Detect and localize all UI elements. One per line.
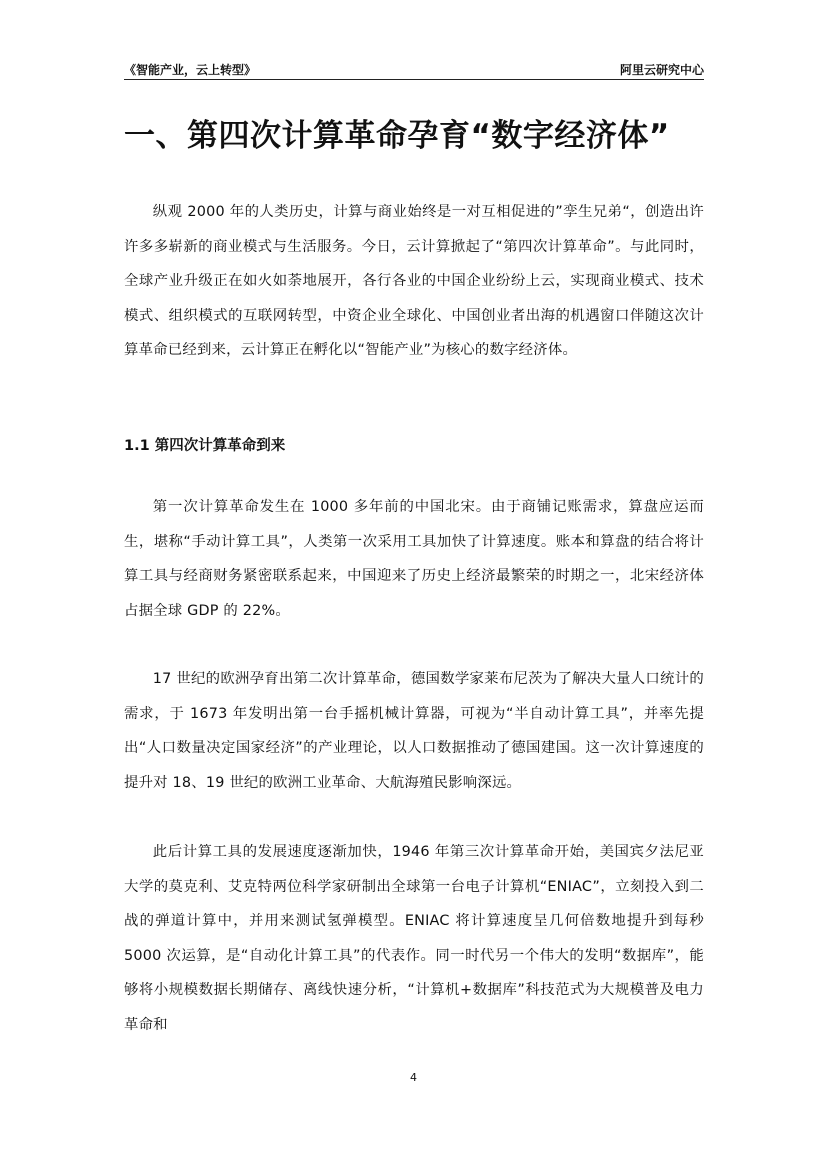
section-heading: 1.1 第四次计算革命到来 (124, 438, 286, 454)
body-paragraph-2: 17 世纪的欧洲孕育出第二次计算革命，德国数学家莱布尼茨为了解决大量人口统计的需求，于 1673 年发明出第一台手摇机械计算器，可视为“半自动计算工具”，并率先提出“人口数量决定国家经济”的产业理论，以人口数据推动了德国建国。这一次计算速度的提升对 18、19 世纪的欧洲工业革命、大航海殖民影响深远。 (124, 671, 704, 791)
page-number: 4 (410, 1071, 417, 1084)
header-divider (124, 79, 704, 80)
body-paragraph-3: 此后计算工具的发展速度逐渐加快，1946 年第三次计算革命开始，美国宾夕法尼亚大学的莫克利、艾克特两位科学家研制出全球第一台电子计算机“ENIAC”，立刻投入到二战的弹道计算中，并用来测试氢弹模型。ENIAC 将计算速度呈几何倍数地提升到每秒 5000 次运算，是“自动化计算工具”的代表作。同一时代另一个伟大的发明“数据库”，能够将小规模数据长期储存、离线快速分析，“计算机+数据库”科技范式为大规模普及电力革命和 (124, 844, 704, 1033)
body-paragraph-1: 第一次计算革命发生在 1000 多年前的中国北宋。由于商铺记账需求，算盘应运而生，堪称“手动计算工具”，人类第一次采用工具加快了计算速度。账本和算盘的结合将计算工具与经商财务紧密联系起来，中国迎来了历史上经济最繁荣的时期之一，北宋经济体占据全球 GDP 的 22%。 (124, 499, 704, 619)
chapter-title: 一、第四次计算革命孕育“数字经济体” (124, 118, 670, 154)
header-organization: 阿里云研究中心 (619, 63, 704, 77)
header-book-title: 《智能产业，云上转型》 (124, 63, 257, 77)
running-header (124, 56, 704, 78)
intro-paragraph: 纵观 2000 年的人类历史，计算与商业始终是一对互相促进的”孪生兄弟“，创造出许许多多崭新的商业模式与生活服务。今日，云计算掀起了“第四次计算革命”。与此同时，全球产业升级正在如火如荼地展开，各行各业的中国企业纷纷上云，实现商业模式、技术模式、组织模式的互联网转型，中资企业全球化、中国创业者出海的机遇窗口伴随这次计算革命已经到来，云计算正在孵化以“智能产业”为核心的数字经济体。 (124, 204, 704, 358)
